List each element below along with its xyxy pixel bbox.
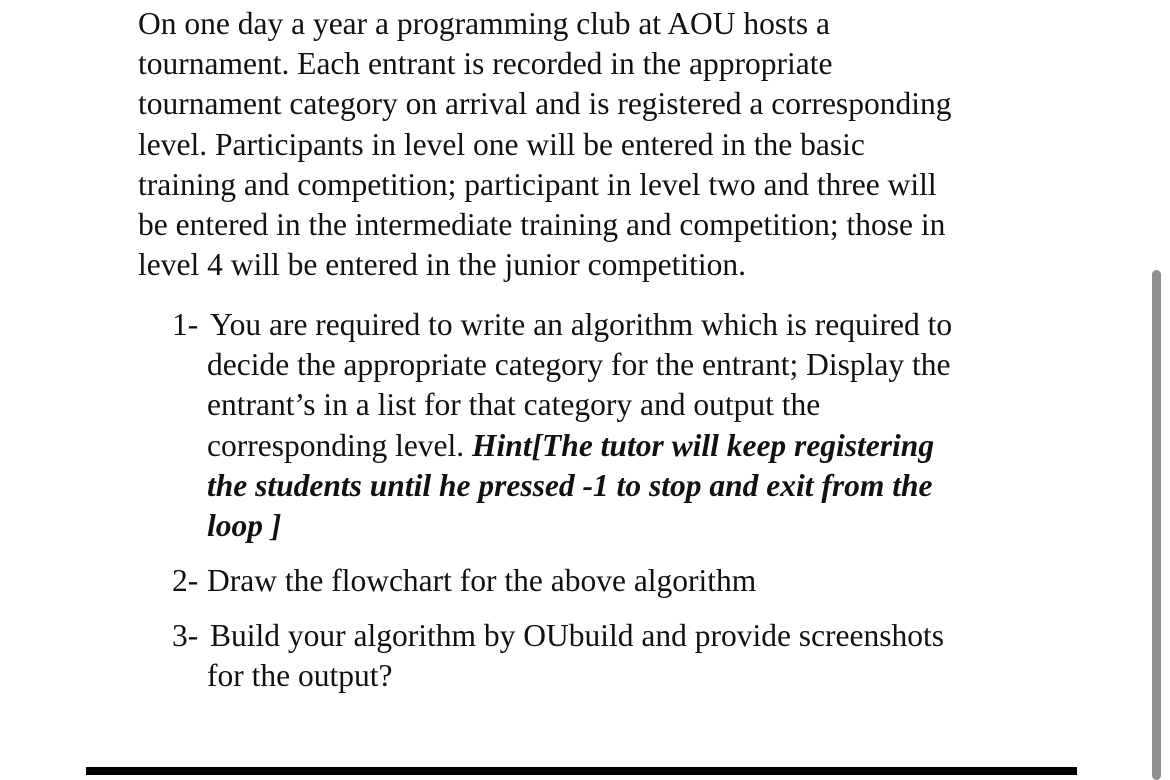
page-divider xyxy=(86,767,1077,775)
vertical-scrollbar[interactable] xyxy=(1152,270,1161,780)
question-text xyxy=(207,616,1047,696)
question-number: 1- xyxy=(172,307,199,342)
intro-line: tournament category on arrival and is registered a corresponding xyxy=(138,86,952,122)
question-number: 2- xyxy=(172,563,199,598)
intro-line: level 4 will be entered in the junior competition. xyxy=(138,247,746,283)
intro-line: be entered in the intermediate training and competition; those in xyxy=(138,207,946,243)
question-line: Build your algorithm by OUbuild and provide screenshots xyxy=(210,618,945,653)
hint-line: loop ] xyxy=(207,508,282,544)
question-line: You are required to write an algorithm which is required to xyxy=(210,307,953,342)
intro-line: level. Participants in level one will be entered in the basic xyxy=(138,126,865,162)
intro-paragraph xyxy=(138,4,1038,285)
question-line: Draw the flowchart for the above algorithm xyxy=(207,563,757,598)
hint-text: Hint[The tutor will keep registering xyxy=(472,427,935,463)
hint-line: the students until he pressed -1 to stop and exit from the xyxy=(207,467,933,503)
question-text xyxy=(207,561,1047,601)
question-line-plain: corresponding level. xyxy=(207,427,473,463)
question-line: for the output? xyxy=(207,658,393,694)
intro-line: training and competition; participant in level two and three will xyxy=(138,166,937,202)
question-line: decide the appropriate category for the entrant; Display the xyxy=(207,347,951,383)
question-text xyxy=(207,305,1047,546)
question-line: entrant’s in a list for that category and output the xyxy=(207,387,821,423)
question-number: 3- xyxy=(172,618,199,653)
intro-line: On one day a year a programming club at AOU hosts a xyxy=(138,6,830,41)
intro-line: tournament. Each entrant is recorded in the appropriate xyxy=(138,46,833,82)
question-line xyxy=(207,426,1047,466)
